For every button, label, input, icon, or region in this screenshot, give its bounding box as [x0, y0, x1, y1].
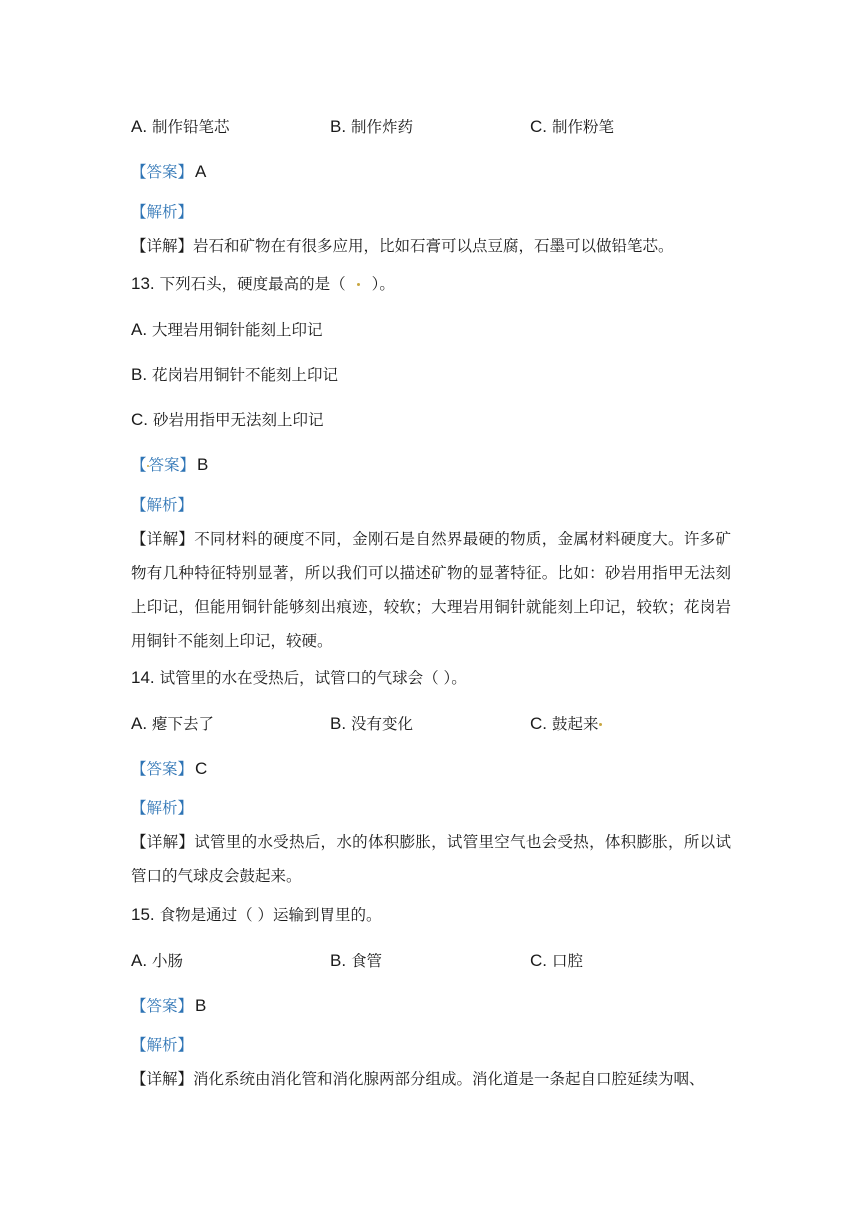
- analysis-tag: 【解析】: [131, 799, 194, 817]
- analysis-tag: 【解析】: [131, 1036, 194, 1054]
- q14-answer: 【答案】 C: [131, 759, 208, 778]
- q15-answer: 【答案】 B: [131, 996, 207, 1015]
- q15-option-c: C. 口腔: [530, 951, 583, 970]
- answer-tag: 【答案】: [131, 760, 194, 778]
- q12-option-b: B. 制作炸药: [330, 117, 414, 136]
- q13-stem: 13. 下列石头，硬度最高的是（ ）。: [131, 274, 395, 293]
- q13-option-b: B. 花岗岩用铜针不能刻上印记: [131, 365, 339, 384]
- q15-stem: 15. 食物是通过（ ）运输到胃里的。: [131, 905, 382, 924]
- q13-option-a: A. 大理岩用铜针能刻上印记: [131, 320, 323, 339]
- q14-analysis: [131, 798, 193, 818]
- q13-analysis: [131, 495, 193, 515]
- q12-analysis: [131, 202, 193, 222]
- q12-option-c: C. 制作粉笔: [530, 117, 614, 136]
- q14-option-a: A. 瘪下去了: [131, 714, 215, 733]
- speck-mark: [599, 723, 602, 726]
- q14-stem: 14. 试管里的水在受热后，试管口的气球会（ ）。: [131, 668, 467, 687]
- q14-option-c: C. 鼓起来: [530, 714, 603, 734]
- q15-option-a: A. 小肠: [131, 951, 184, 970]
- answer-tag: 【答案】: [131, 997, 194, 1015]
- speck-mark: [357, 283, 360, 286]
- q12-answer: 【答案】 A: [131, 162, 207, 181]
- analysis-tag: 【解析】: [131, 496, 194, 514]
- q12-detail: 【详解】岩石和矿物在有很多应用，比如石膏可以点豆腐，石墨可以做铅笔芯。: [131, 237, 674, 255]
- q14-detail: 【详解】试管里的水受热后，水的体积膨胀，试管里空气也会受热，体积膨胀，所以试管口的气球皮会鼓起来。: [131, 833, 731, 885]
- answer-tag: 【 答案】: [131, 456, 196, 474]
- q14-option-b: B. 没有变化: [330, 714, 414, 733]
- q13-option-c: C. 砂岩用指甲无法刻上印记: [131, 410, 324, 429]
- detail-tag: 【详解】: [131, 530, 195, 548]
- analysis-tag: 【解析】: [131, 203, 194, 221]
- answer-tag: 【答案】: [131, 163, 194, 181]
- detail-tag: 【详解】: [131, 833, 195, 851]
- detail-tag: 【详解】: [131, 237, 194, 255]
- q13-detail: 【详解】不同材料的硬度不同，金刚石是自然界最硬的物质，金属材料硬度大。许多矿物有几种特征特别显著，所以我们可以描述矿物的显著特征。比如：砂岩用指甲无法刻上印记，但能用铜针能够刻出痕迹，较软；大理岩用铜针就能刻上印记，较软；花岗岩用铜针不能刻上印记，较硬。: [131, 530, 731, 650]
- detail-tag: 【详解】: [131, 1070, 194, 1088]
- q15-analysis: [131, 1035, 193, 1055]
- q15-option-b: B. 食管: [330, 951, 383, 970]
- q12-option-a: A. 制作铅笔芯: [131, 117, 230, 136]
- q15-detail: 【详解】消化系统由消化管和消化腺两部分组成。消化道是一条起自口腔延续为咽、: [131, 1070, 705, 1088]
- q13-answer: 【 答案】 B: [131, 455, 209, 474]
